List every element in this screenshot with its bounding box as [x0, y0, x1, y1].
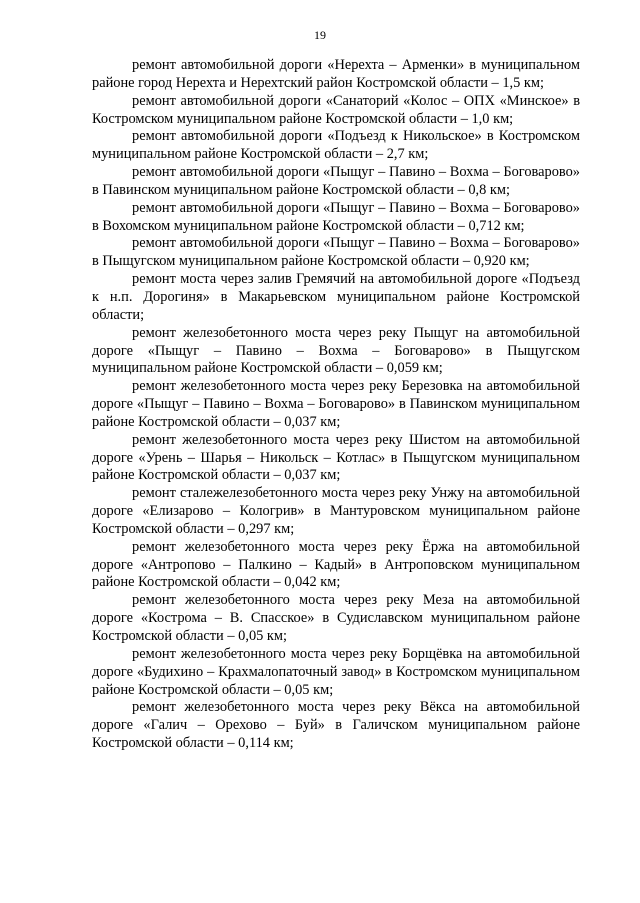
paragraph-road-pyshchugsky: ремонт автомобильной дороги «Пыщуг – Павино – Вохма – Боговарово» в Пыщугском муниципальном районе Костромской области – 0,920 км;	[92, 235, 580, 270]
paragraph-bridge-pyshchug: ремонт железобетонного моста через реку Пыщуг на автомобильной дороге «Пыщуг – Павино – Вохма – Боговарово» в Пыщугском муниципальном районе Костромской области – 0,059 км;	[92, 324, 580, 377]
paragraph-bridge-borshchyovka: ремонт железобетонного моста через реку Борщёвка на автомобильной дороге «Будихино – Крахмалопаточный завод» в Костромском муниципальном районе Костромской области – 0,05 км;	[92, 645, 580, 698]
paragraph-road-sanatoriy-kolos: ремонт автомобильной дороги «Санаторий «Колос – ОПХ «Минское» в Костромском муниципальном районе Костромской области – 1,0 км;	[92, 92, 580, 127]
paragraph-bridge-yorzha: ремонт железобетонного моста через реку Ёржа на автомобильной дороге «Антропово – Палкино – Кадый» в Антроповском муниципальном районе Костромской области – 0,042 км;	[92, 538, 580, 591]
paragraph-bridge-shistom: ремонт железобетонного моста через реку Шистом на автомобильной дороге «Урень – Шарья – Никольск – Котлас» в Пыщугском муниципальном районе Костромской области – 0,037 км;	[92, 431, 580, 484]
paragraph-road-nerekhta-armenki: ремонт автомобильной дороги «Нерехта – Арменки» в муниципальном районе город Нерехта и Нерехтский район Костромской области – 1,5 км;	[92, 57, 580, 91]
paragraph-bridge-vyoksa: ремонт железобетонного моста через реку Вёкса на автомобильной дороге «Галич – Орехово – Буй» в Галичском муниципальном районе Костромской области – 0,114 км;	[92, 699, 580, 752]
paragraph-bridge-unzha: ремонт сталежелезобетонного моста через реку Унжу на автомобильной дороге «Елизарово – Кологрив» в Мантуровском муниципальном районе Костромской области – 0,297 км;	[92, 485, 580, 537]
paragraph-road-vokhomsky: ремонт автомобильной дороги «Пыщуг – Павино – Вохма – Боговарово» в Вохомском муниципальном районе Костромской области – 0,712 км;	[92, 199, 580, 234]
paragraph-road-pavinsky: ремонт автомобильной дороги «Пыщуг – Павино – Вохма – Боговарово» в Павинском муниципальном районе Костромской области – 0,8 км;	[92, 164, 580, 198]
paragraph-bridge-berezovka: ремонт железобетонного моста через реку Березовка на автомобильной дороге «Пыщуг – Павино – Вохма – Боговарово» в Павинском муниципальном районе Костромской области – 0,037 км;	[92, 378, 580, 430]
document-body	[92, 57, 580, 753]
paragraph-bridge-gremyachiy: ремонт моста через залив Гремячий на автомобильной дороге «Подъезд к н.п. Дорогиня» в Макарьевском муниципальном районе Костромской области;	[92, 271, 580, 323]
page-number: 19	[314, 28, 326, 42]
paragraph-bridge-meza: ремонт железобетонного моста через реку Меза на автомобильной дороге «Кострома – В. Спасское» в Судиславском муниципальном районе Костромской области – 0,05 км;	[92, 592, 580, 644]
paragraph-road-podezd-nikolskoe: ремонт автомобильной дороги «Подъезд к Никольское» в Костромском муниципальном районе Костромской области – 2,7 км;	[92, 128, 580, 163]
